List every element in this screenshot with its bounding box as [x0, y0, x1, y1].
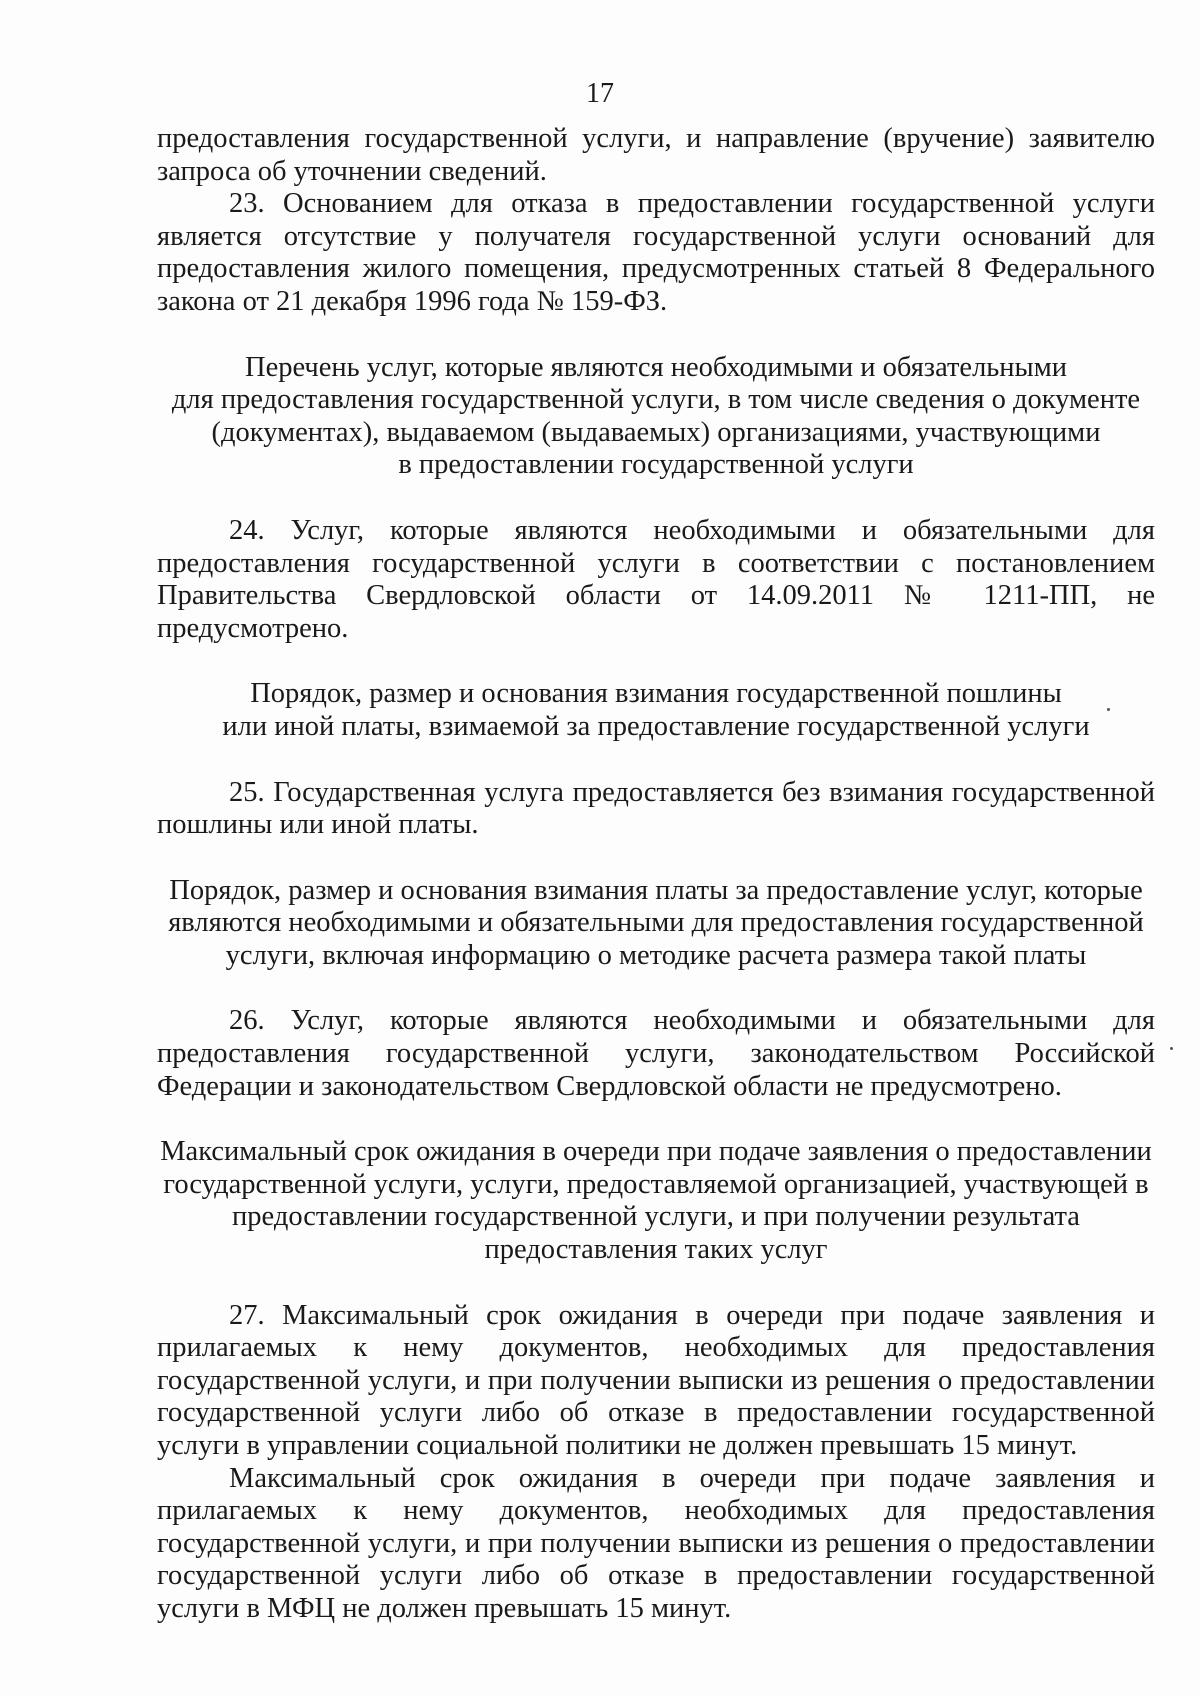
heading-line: являются необходимыми и обязательными для предоставления государственной: [168, 907, 1144, 939]
heading-line: или иной платы, взимаемой за предоставление государственной услуги: [222, 710, 1090, 742]
heading-line: Максимальный срок ожидания в очереди при подаче заявления о предоставлении: [160, 1136, 1152, 1168]
page-number: 17: [586, 78, 614, 109]
heading-line: (документах), выдаваемом (выдаваемых) организациями, участвующими: [211, 416, 1101, 448]
document-body: [157, 123, 1155, 1626]
heading-line: Перечень услуг, которые являются необходимыми и обязательными: [245, 351, 1067, 383]
paragraph-24: 24. Услуг, которые являются необходимыми и обязательными для предоставления государственной услуги в соответствии с постановлением Правительства Свердловской области от 14.09.2011 № 1211-ПП, не предусмотрено.: [157, 514, 1155, 644]
heading-line: услуги, включая информацию о методике расчета размера такой платы: [225, 939, 1087, 971]
heading-line: в предоставлении государственной услуги: [398, 449, 914, 481]
heading-line: предоставления таких услуг: [484, 1234, 828, 1266]
section-heading-max-wait-time: [157, 1136, 1155, 1266]
heading-line: Порядок, размер и основания взимания государственной пошлины: [250, 678, 1062, 710]
scan-speck: [1170, 1047, 1173, 1050]
paragraph-27: 27. Максимальный срок ожидания в очереди при подаче заявления и прилагаемых к нему документов, необходимых для предоставления государственной услуги, и при получении выписки из решения о предоставлении государственной услуги либо об отказе в предоставлении государственной услуги в управлении социальной политики не должен превышать 15 минут.: [157, 1299, 1155, 1461]
paragraph-continuation: предоставления государственной услуги, и направление (вручение) заявителю запроса об уточнении сведений.: [157, 123, 1155, 187]
paragraph-27-mfc: Максимальный срок ожидания в очереди при подаче заявления и прилагаемых к нему документов, необходимых для предоставления государственной услуги, и при получении выписки из решения о предоставлении государственной услуги либо об отказе в предоставлении государственной услуги в МФЦ не должен превышать 15 минут.: [157, 1462, 1155, 1624]
heading-line: для предоставления государственной услуги, в том числе сведения о документе: [171, 384, 1141, 416]
scan-speck: [1107, 708, 1110, 711]
section-heading-state-duty: [157, 678, 1155, 743]
heading-line: Порядок, размер и основания взимания платы за предоставление услуг, которые: [169, 874, 1143, 906]
heading-line: государственной услуги, услуги, предоставляемой организацией, участвующей в: [163, 1168, 1149, 1200]
heading-line: предоставлении государственной услуги, и при получении результата: [232, 1201, 1080, 1233]
paragraph-25: 25. Государственная услуга предоставляется без взимания государственной пошлины или иной платы.: [157, 776, 1155, 841]
section-heading-fee-procedure: [157, 875, 1155, 973]
paragraph-26: 26. Услуг, которые являются необходимыми и обязательными для предоставления государственной услуги, законодательством Российской Федерации и законодательством Свердловской области не предусмотрено.: [157, 1005, 1155, 1102]
section-heading-services-list: [157, 352, 1155, 482]
paragraph-23: 23. Основанием для отказа в предоставлении государственной услуги является отсутствие у получателя государственной услуги оснований для предоставления жилого помещения, предусмотренных статьей 8 Федерального закона от 21 декабря 1996 года № 159-ФЗ.: [157, 188, 1155, 317]
